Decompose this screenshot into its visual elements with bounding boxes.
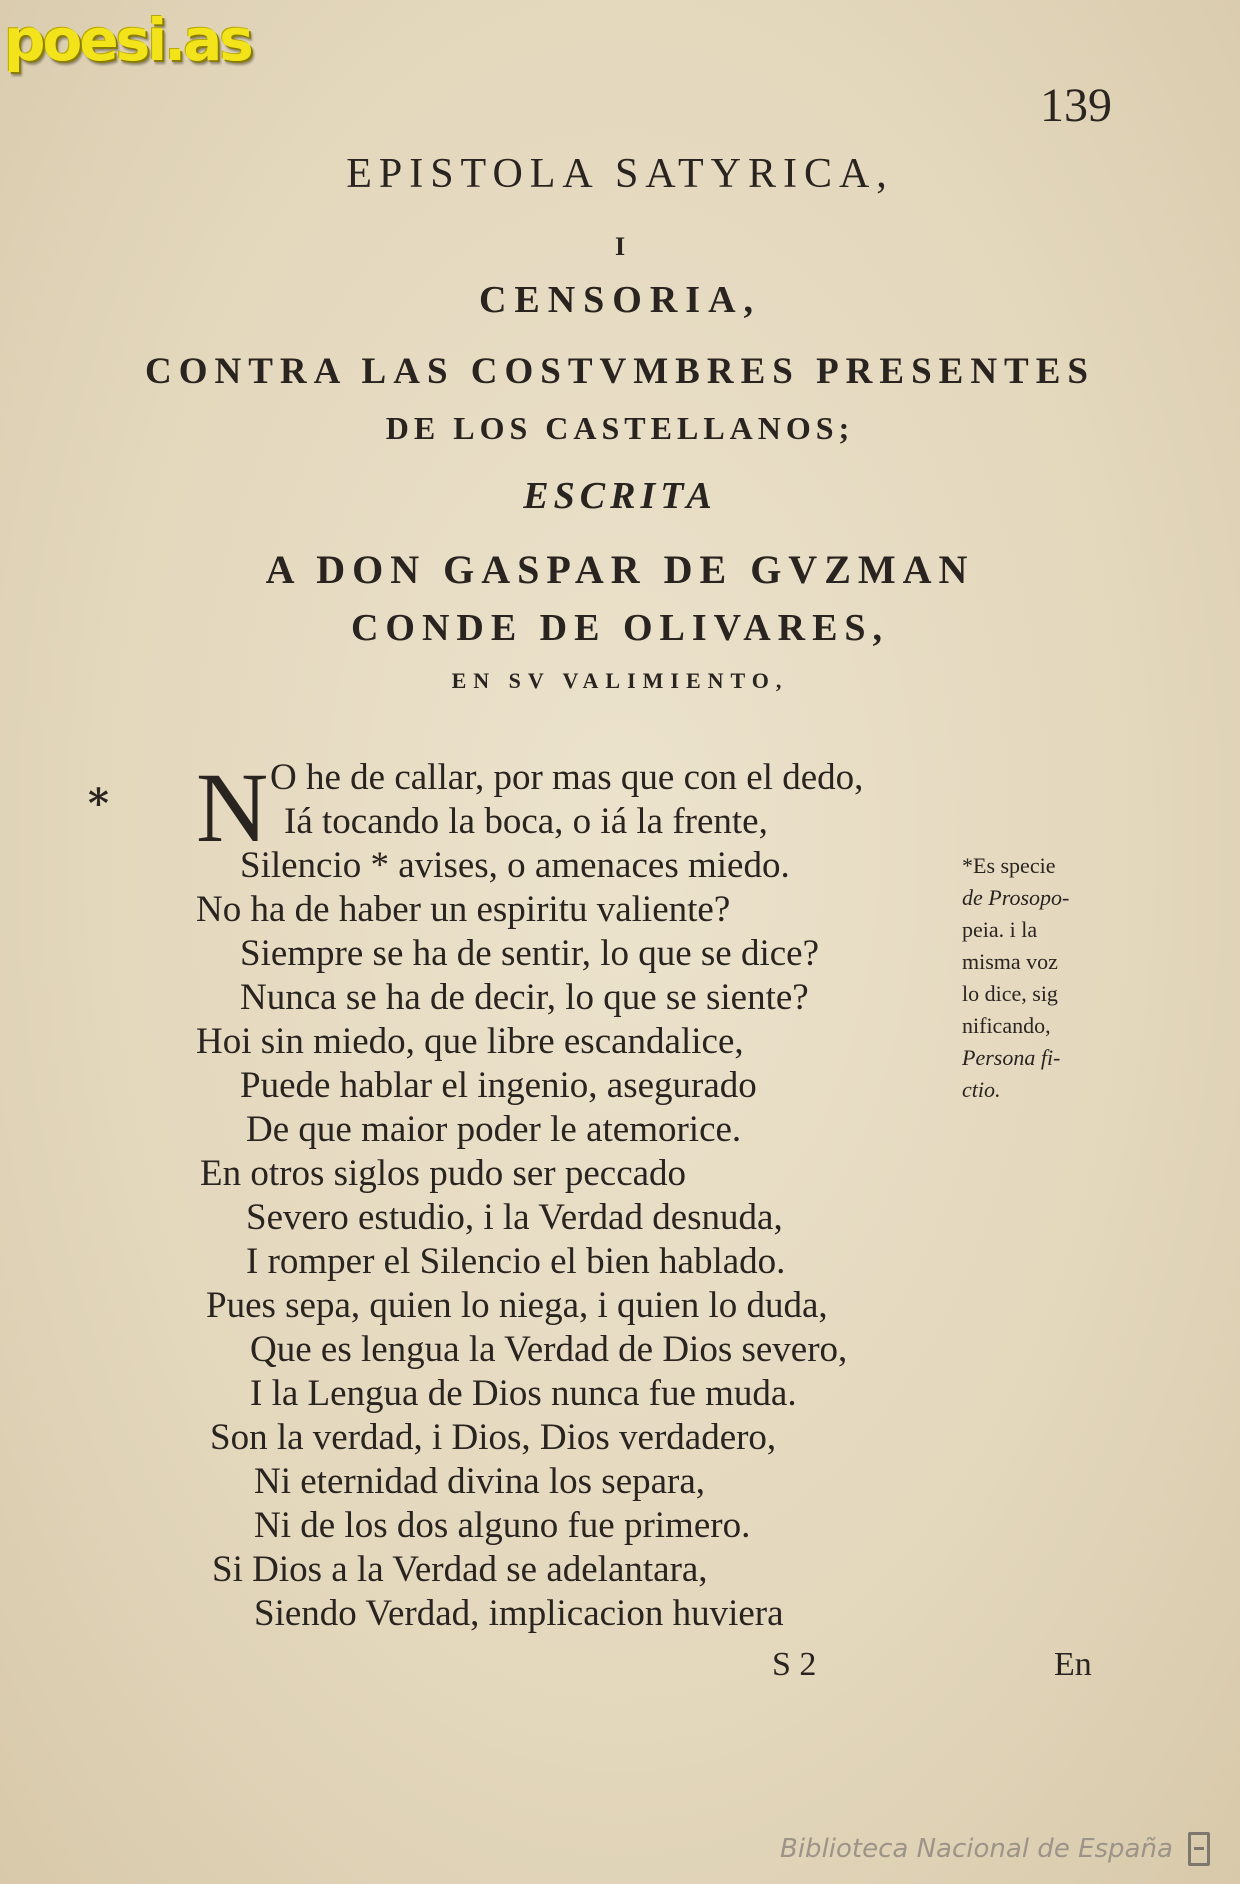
margin-note-line: Persona fi-	[962, 1045, 1061, 1070]
poem-line: Hoi sin miedo, que libre escandalice,	[196, 1021, 744, 1062]
poem-line: Siendo Verdad, implicacion huviera	[254, 1593, 784, 1634]
poem-line: Silencio * avises, o amenaces miedo.	[240, 845, 790, 886]
poem-line: Si Dios a la Verdad se adelantara,	[212, 1549, 708, 1590]
margin-note-line: *Es specie	[962, 853, 1056, 878]
poem-line: Que es lengua la Verdad de Dios severo,	[250, 1329, 848, 1370]
page-number: 139	[1040, 79, 1112, 132]
poem-line: O he de callar, por mas que con el dedo,	[270, 757, 864, 798]
margin-note-line: misma voz	[962, 949, 1058, 974]
signature-mark: S 2	[772, 1646, 817, 1683]
margin-note-line: peia. i la	[962, 917, 1038, 942]
title-line-3: CENSORIA,	[478, 279, 762, 321]
poem-line: Severo estudio, i la Verdad desnuda,	[246, 1197, 783, 1238]
poem-line: Iá tocando la boca, o iá la frente,	[284, 801, 768, 842]
margin-note-line: de Prosopo-	[962, 885, 1070, 910]
margin-note-line: lo dice, sig	[962, 981, 1058, 1006]
margin-note-line: nificando,	[962, 1013, 1051, 1038]
title-line-2: I	[614, 232, 626, 261]
poem-line: Son la verdad, i Dios, Dios verdadero,	[210, 1417, 777, 1458]
poem-line: I romper el Silencio el bien hablado.	[246, 1241, 786, 1282]
footnote-marker: *	[88, 780, 109, 827]
title-line-5: DE LOS CASTELLANOS;	[385, 410, 855, 446]
title-line-1: EPISTOLA SATYRICA,	[346, 151, 894, 197]
poem-line: Ni eternidad divina los separa,	[254, 1461, 706, 1502]
poem-line: Ni de los dos alguno fue primero.	[254, 1505, 751, 1546]
site-logo[interactable]: poesi.as	[4, 6, 251, 74]
drop-cap: N	[196, 752, 269, 863]
poem-line: Nunca se ha de decir, lo que se siente?	[240, 977, 809, 1018]
poem-line: Siempre se ha de sentir, lo que se dice?	[240, 933, 820, 974]
poem-line: En otros siglos pudo ser peccado	[200, 1153, 687, 1194]
title-line-4: CONTRA LAS COSTVMBRES PRESENTES	[145, 351, 1095, 392]
poem-line: De que maior poder le atemorice.	[246, 1109, 742, 1150]
poem-line: No ha de haber un espiritu valiente?	[196, 889, 731, 930]
poem-line: Puede hablar el ingenio, asegurado	[240, 1065, 757, 1106]
margin-note-line: ctio.	[962, 1077, 1001, 1102]
poem-line: Pues sepa, quien lo niega, i quien lo duda,	[206, 1285, 828, 1326]
catchword: En	[1054, 1646, 1092, 1683]
poem-line: I la Lengua de Dios nunca fue muda.	[250, 1373, 797, 1414]
library-logo-icon	[1188, 1832, 1210, 1866]
library-watermark: Biblioteca Nacional de España	[780, 1834, 1173, 1864]
title-line-8: CONDE DE OLIVARES,	[350, 607, 890, 649]
title-line-9: EN SV VALIMIENTO,	[451, 668, 789, 693]
title-line-7: A DON GASPAR DE GVZMAN	[265, 547, 975, 592]
margin-note	[962, 850, 1122, 1106]
title-line-6: ESCRITA	[523, 475, 717, 517]
